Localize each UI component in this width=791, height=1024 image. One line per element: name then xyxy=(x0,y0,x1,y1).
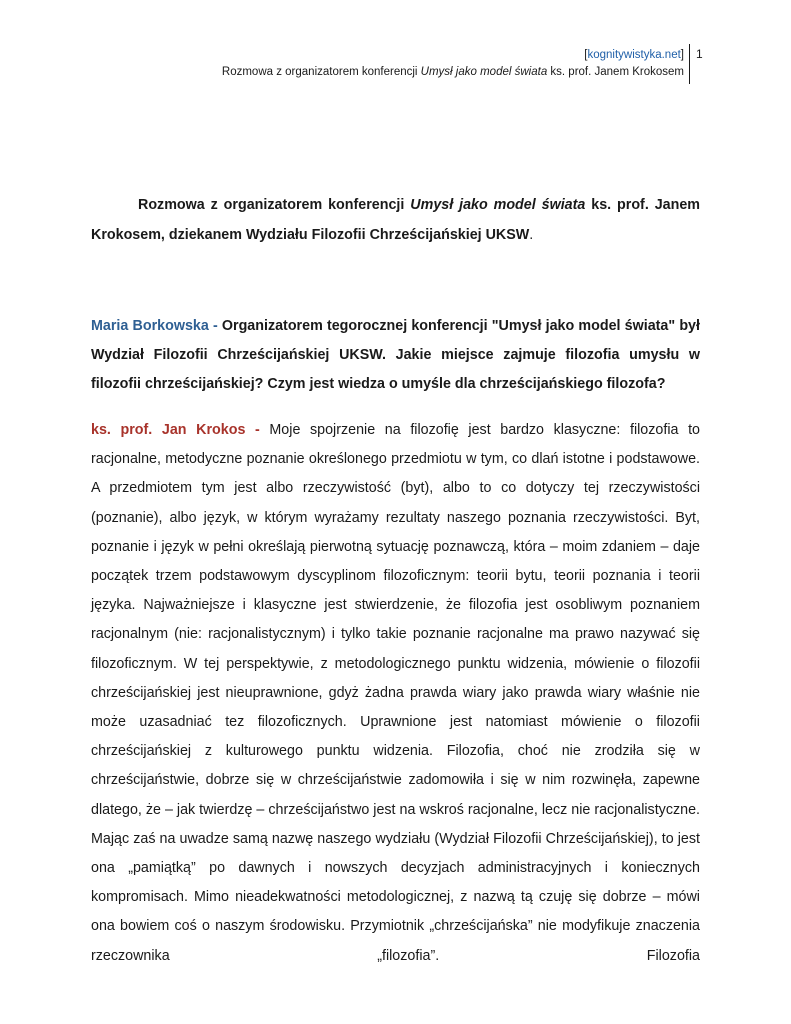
answer-paragraph xyxy=(91,416,700,971)
header-site-link[interactable]: kognitywistyka.net xyxy=(587,49,681,61)
page-number: 1 xyxy=(696,47,703,61)
header-title-before: Rozmowa z organizatorem konferencji xyxy=(221,66,421,78)
title-before: Rozmowa z organizatorem konferencji xyxy=(138,197,411,213)
question-speaker: Maria Borkowska - xyxy=(91,318,218,334)
question-paragraph xyxy=(91,312,700,399)
answer-speaker: ks. prof. Jan Krokos - xyxy=(91,422,260,438)
document-title xyxy=(91,190,700,250)
running-header xyxy=(222,47,684,81)
header-title-line xyxy=(222,64,684,81)
title-after: ks. prof. Janem Krokosem, dziekanem Wydziału Filozofii Chrześcijańskiej UKSW xyxy=(91,197,701,243)
header-title-after: ks. prof. Janem Krokosem xyxy=(547,66,684,78)
header-site-line xyxy=(222,47,684,64)
title-italic: Umysł jako model świata xyxy=(410,197,586,213)
answer-text: Moje spojrzenie na filozofię jest bardzo klasyczne: filozofia to racjonalne, metodyczne poznanie określonego przedmiotu w tym, co dlań istotne i podstawowe. A przedmiotem tym jest albo rzeczywistość (byt), albo to co dotyczy tej rzeczywistości (poznanie), albo język, w którym wyrażamy rezultaty naszego poznania rzeczywistości. Byt, poznanie i język w pełni określają pierwotną sytuację poznawczą, która – moim zdaniem – daje początek trzem podstawowym dyscyplinom filozoficznym: teorii bytu, teorii poznania i teorii języka. Najważniejsze i klasyczne jest stwierdzenie, że filozofia jest osobliwym poznaniem racjonalnym (nie: racjonalistycznym) i tylko takie poznanie racjonalne ma prawo nazywać się filozoficznym. W tej perspektywie, z metodologicznego punktu widzenia, mówienie o filozofii chrześcijańskiej jest nieuprawnione, gdyż żadna prawda wiary jako prawda wiary właśnie nie może uzasadniać tez filozoficznych. Uprawnione jest natomiast mówienie o filozofii chrześcijańskiej z kulturowego punktu widzenia. Filozofia, choć nie zrodziła się w chrześcijaństwie, dobrze się w chrześcijaństwie zadomowiła i się w nim rozwinęła, zapewne dlatego, że – jak twierdzę – chrześcijaństwo jest na wskroś racjonalne, lecz nie racjonalistyczne. Mając zaś na uwadze samą nazwę naszego wydziału (Wydział Filozofii Chrześcijańskiej), to jest ona „pamiątką” po dawnych i nowszych decyzjach administracyjnych i koniecznych kompromisach. Mimo nieadekwatności metodologicznej, z nazwą tą czuję się dobrze – mówi ona bowiem coś o naszym środowisku. Przymiotnik „chrześcijańska” nie modyfikuje znaczenia rzeczownika „filozofia”. Filozofia xyxy=(91,422,700,964)
header-title-italic: Umysł jako model świata xyxy=(420,66,548,78)
question-text: Organizatorem tegorocznej konferencji "Umysł jako model świata" był Wydział Filozofii Chrześcijańskiej UKSW. Jakie miejsce zajmuje filozofia umysłu w filozofii chrześcijańskiej? Czym jest wiedza o umyśle dla chrześcijańskiego filozofa? xyxy=(91,318,700,392)
header-bracket-open: [ xyxy=(584,49,588,61)
title-end: . xyxy=(529,227,534,243)
header-bracket-close: ] xyxy=(680,49,684,61)
header-divider xyxy=(689,44,690,84)
